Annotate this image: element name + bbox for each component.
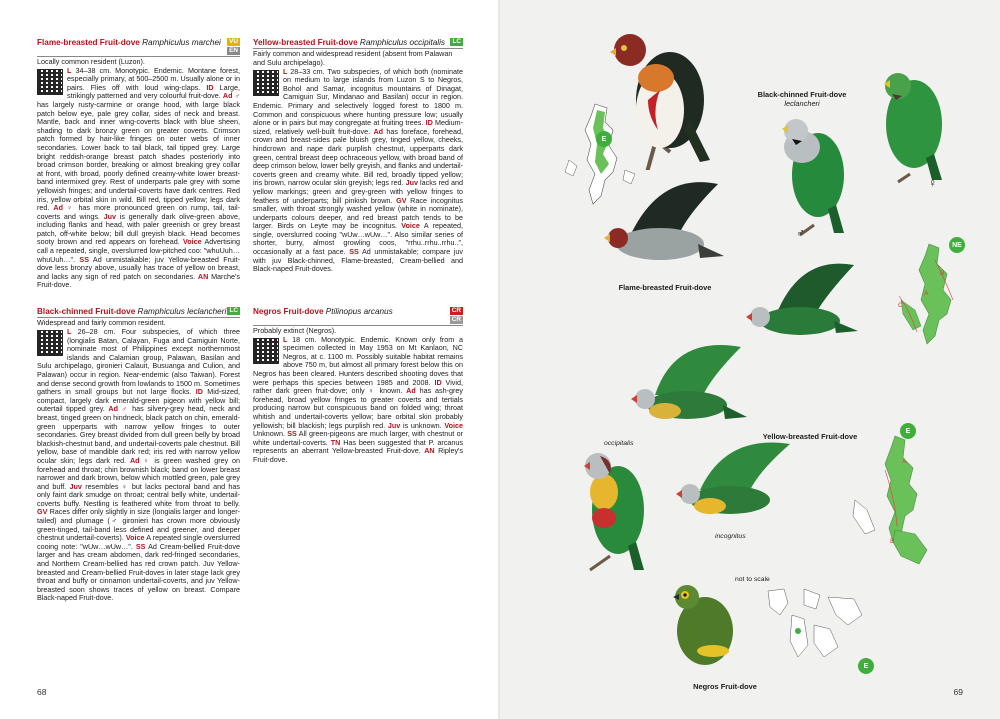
section-keyword: GV	[37, 507, 48, 517]
label-flame-breasted: Flame-breasted Fruit-dove	[618, 283, 712, 292]
description-text: Marche's Fruit-dove.	[37, 271, 240, 290]
status-e-flame: E	[596, 131, 612, 147]
label-black-chinned-name: Black-chinned Fruit-dove	[757, 90, 847, 99]
species-status: Widespread and fairly common resident.	[37, 318, 166, 328]
yellow-breasted-flight-illustration-2	[625, 335, 755, 445]
section-keyword: SS	[287, 429, 297, 439]
description-text: is unknown.	[400, 420, 445, 430]
species-title	[253, 38, 445, 47]
species-status: Probably extinct (Negros).	[253, 326, 337, 335]
section-keyword: Juv	[387, 420, 401, 430]
iucn-badge: EN	[229, 47, 238, 54]
section-keyword: Voice	[444, 420, 463, 430]
species-entry-flame	[37, 38, 240, 290]
section-keyword: L	[283, 334, 288, 344]
black-chinned-male-illustration	[770, 105, 860, 240]
section-keyword: Juv	[69, 481, 82, 491]
iucn-badge: CR	[451, 316, 461, 323]
section-keyword: L	[67, 327, 72, 336]
description-text: lacks red and yellow markings; green and grey-green with yellow fringes to feathers of underparts; bill pinkish brown.	[253, 178, 464, 205]
description-text: Advertising call a repeated, single, overslurred low-pitched coo: "whuUuh…whuUuh…".	[37, 237, 240, 264]
species-description	[37, 67, 240, 290]
species-scientific-name: Ramphiculus occipitalis	[359, 38, 446, 47]
section-keyword: L	[283, 66, 288, 76]
entry-header	[37, 38, 240, 57]
section-keyword: GV	[396, 195, 407, 205]
section-keyword: ID	[206, 82, 214, 92]
section-keyword: Voice	[182, 237, 202, 247]
section-keyword: Juv	[103, 211, 117, 221]
section-keyword: Voice	[125, 533, 145, 543]
description-text: resembles ♀ but lacks pectoral band and has only faint dark smudge on throat; central belly white, undertail-coverts buffy. Nestling is feathered white from throat to belly.	[37, 481, 241, 508]
description-text: Ad unmistakable; juv Yellow-breasted Fruit-dove less bronzy above, usually has trace of yellow on breast, and lacks any sign of red patch on secondaries.	[37, 254, 240, 281]
description-text: is generally dark olive-green above, including flanks and head, with paler greenish or grey breast patch, off-white below; bill dull greyish black. Head becomes sooty brown and red appears on forehead.	[37, 211, 241, 247]
label-black-chinned	[747, 90, 857, 108]
section-keyword: Voice	[401, 221, 420, 231]
species-scientific-name: Ramphiculus leclancheri	[137, 307, 227, 316]
label-occipitalis: occipitalis	[604, 440, 634, 447]
species-description	[253, 68, 463, 274]
species-status: Locally common resident (Luzon).	[37, 57, 145, 66]
description-text: Ad unmistakable; compare juv with juv Black-chinned, Flame-breasted, Cream-bellied and Black-naped Fruit-doves.	[253, 247, 463, 274]
species-description	[253, 336, 463, 465]
status-ne-black-chinned: NE	[949, 237, 965, 253]
section-keyword: SS	[79, 254, 90, 264]
species-title	[253, 307, 393, 316]
description-text: has foreface, forehead, crown and breast-sides pale bluish grey, tinged yellow, cheeks, hindcrown and nape dark purplish chestnut, upperparts dark green, central breast deep ochraceous yellow, with broad band of deep crimson below, lower belly greyish, and flanks and undertail-coverts green and creamy white. Bill red, broadly tipped yellow; iris brown, narrow ocular skin greyish; legs red.	[253, 126, 463, 188]
section-keyword: Ad ♂	[222, 91, 241, 101]
description-text: 28–33 cm. Two subspecies, of which both (nominate on medium to large islands from Luzon S to Negros, Bohol and Samar, incognitus mountains of Dinagat, Camiguin Sur, Mindanao and Basilan) occur in region. Endemic. Primary and selectively logged forest to 1800 m. Common and conspicuous where hunting pressure low; usually alone or in pairs but may congregate at fruiting trees.	[253, 66, 463, 128]
status-badges	[450, 38, 463, 46]
species-common-name: Yellow-breasted Fruit-dove	[253, 38, 360, 47]
species-title	[37, 307, 226, 316]
status-e-yellow-breasted: E	[900, 423, 916, 439]
species-entry-yellow-breasted	[253, 38, 463, 274]
iucn-badge: VU	[229, 38, 238, 45]
section-keyword: L	[67, 65, 72, 75]
iucn-badge: LC	[452, 38, 461, 45]
negros-fruit-dove-illustration	[665, 575, 745, 675]
species-common-name: Negros Fruit-dove	[253, 307, 326, 316]
yellow-breasted-flight-illustration-1	[740, 255, 860, 355]
description-text: is green washed grey on forehead and throat; chin brownish black; band on lower breast narrower and dark brown, below which mottled green, pale grey and buff.	[37, 455, 240, 491]
description-text: Vivid, rather dark green fruit-dove; only ♀ known.	[253, 377, 463, 396]
label-black-chinned-sci: leclancheri	[784, 99, 820, 108]
female-symbol-black-chinned: ♀	[928, 176, 937, 190]
map-letter-b-yb: B	[890, 538, 895, 545]
page-number-right: 69	[953, 687, 963, 697]
description-text: Ad Cream-bellied Fruit-dove larger and has cream abdomen, dark red-fringed secondaries, and Northern Cream-bellied has red crown patch. Juv Yellow-breasted and Cream-bellied Fruit-doves in later stage lack grey throat and buffy or cinnamon undertail-coverts, and juv Yellow-breasted soon shows traces of yellow on breast. Compare Black-naped Fruit-dove.	[37, 541, 241, 603]
description-text: 34–38 cm. Monotypic. Endemic. Montane forest, especially primary, at 500–2500 m. Usually alone or in pairs. Flies off with loud wing-claps.	[67, 65, 240, 92]
section-keyword: Ad	[406, 386, 416, 396]
description-text: has silvery-grey head, neck and breast, tinged green on hindneck, black patch on chin, emerald-green upperparts with narrow yellow fringes to outer secondaries. Grey breast divided from dull green belly by broad blackish-chestnut band, and undertail-coverts pale chestnut. Bill yellow, base of mandible dark red; iris red with narrow yellow ocular skin; legs dark red.	[37, 404, 240, 465]
section-keyword: Ad	[373, 126, 384, 136]
label-incognitus: incognitus	[715, 533, 746, 540]
section-keyword: ID	[195, 387, 203, 397]
label-yellow-breasted: Yellow-breasted Fruit-dove	[762, 432, 858, 441]
section-keyword: Ad ♀	[53, 203, 75, 213]
entry-header	[253, 38, 463, 49]
status-e-negros: E	[858, 658, 874, 674]
description-text: Ripley's Fruit-dove.	[253, 446, 464, 464]
description-text: has more pronounced green on rump, tail, tail-coverts and wings.	[37, 203, 241, 221]
description-text: Unknown.	[253, 429, 288, 439]
section-keyword: TN	[330, 437, 341, 447]
flame-breasted-flight-illustration	[600, 172, 730, 282]
description-text: Races differ only slightly in size (longialis larger and longer-tailed) and plumage (♂ gironieri has crown more obviously green-tinged, tail-band less defined and greener, and deeper chestnut undertail-coverts).	[37, 507, 240, 543]
description-text: Large, strikingly patterned and very colourful fruit-dove.	[67, 82, 240, 101]
species-scientific-name: Ptilinopus arcanus	[325, 307, 393, 316]
male-symbol-black-chinned: ♂	[796, 226, 805, 240]
page-right-plate	[500, 0, 1000, 719]
yellow-breasted-flight-illustration-3	[670, 430, 800, 540]
description-text: A repeated single overslurred cooing note: "wUw…wUw…".	[37, 533, 240, 551]
map-letter-c: C	[898, 302, 903, 309]
status-badges	[227, 307, 240, 315]
iucn-badge: LC	[229, 307, 238, 314]
entry-header	[37, 307, 240, 318]
description-text: A repeated, single, overslurred cooing "wUw…wUw…". Also similar series of shorter, burry, almost growling coos, "rrhu..rrhu..rrhu..", occasionally at a fast pace.	[253, 221, 463, 257]
black-chinned-female-illustration	[868, 58, 958, 188]
species-scientific-name: Ramphiculus marchei	[142, 38, 221, 47]
species-common-name: Black-chinned Fruit-dove	[37, 307, 138, 316]
description-text: has ash-grey forehead, broad yellow fringes to greater coverts and tertials producing narrow but conspicuous band on folded wing; throat whitish and undertail-coverts yellow; bare orbital skin probably yellowish; bill blackish; legs purplish red.	[253, 386, 463, 430]
map-letter-a-yb: A	[902, 458, 907, 465]
description-text: Medium-sized, relatively well-built fruit-dove.	[253, 118, 463, 136]
range-map-black-chinned	[895, 240, 975, 350]
description-text: 18 cm. Monotypic. Endemic. Known only from a specimen collected in May 1953 on Mt Kanlaon, NC Negros, at c. 1100 m. Possibly suitable habitat remains above 750 m, but almost all primary forest below this on Negros has been cleared. Hunters described shooting doves that were perhaps this species between 1985 and 2008.	[253, 334, 463, 387]
status-badges	[450, 307, 463, 324]
description-text: All green-pigeons are much larger, with chestnut or white undertail-coverts.	[253, 429, 463, 447]
section-keyword: ID	[425, 118, 433, 128]
iucn-badge: CR	[451, 307, 461, 314]
section-keyword: SS	[135, 541, 146, 551]
qr-code-icon[interactable]	[37, 330, 63, 356]
description-text: has largely rusty-carmine or orange hood, with large black patch below eye, pale grey collar, sides of neck and breast. Mantle, back and inner wing-coverts black with blue sheen, shading to dark bronzy green on greater coverts. Crimson patch formed by hair-like fringes on outer webs of inner secondaries. Lower back to tail black, tail tipped grey. Large bright reddish-orange breast patch shades posteriorly into broad crimson border, breaking or almost breaking grey collar at front, with broad, poorly defined creamy-white lower breast-band intermixed grey. Rest of underparts pale grey with some yellowish fringes; and undertail-coverts have dark centres. Red iris, yellow orbital skin in wild. Bill red, tipped yellow; legs dark red.	[37, 99, 240, 213]
species-entry-black-chinned	[37, 307, 240, 603]
label-not-to-scale: not to scale	[735, 576, 770, 583]
species-entry-negros	[253, 307, 463, 465]
map-letter-b: B	[940, 270, 945, 277]
status-badges	[227, 38, 240, 55]
label-negros: Negros Fruit-dove	[693, 682, 757, 691]
qr-code-icon[interactable]	[253, 338, 279, 364]
description-text: 26–28 cm. Four subspecies, of which three (longialis Batan, Calayan, Fuga and Camiguin Norte, nominate most of Philippines except northernmost islands and Calamian group, Palawan, Basilan and Sulu archipelago, gironieri Calauit, Busuanga and Culion, and Palawan) occur in region. Near-endemic (also Taiwan). Forest and dense second growth from lowlands to 1500 m. Sometimes gathers in small groups but not large flocks.	[37, 327, 240, 397]
qr-code-icon[interactable]	[37, 69, 63, 95]
section-keyword: AN	[424, 446, 435, 456]
section-keyword: Ad ♂	[108, 404, 129, 414]
description-text: Mid-sized, compact, largely dark emerald-green pigeon with yellow bill; outertail tipped grey.	[37, 387, 240, 414]
range-map-negros	[758, 585, 868, 670]
section-keyword: Juv	[405, 178, 418, 188]
species-common-name: Flame-breasted Fruit-dove	[37, 38, 143, 47]
species-description	[37, 328, 240, 603]
entry-header	[253, 307, 463, 326]
map-letter-a: A	[924, 290, 929, 297]
section-keyword: SS	[349, 247, 359, 257]
species-title	[37, 38, 221, 47]
qr-code-icon[interactable]	[253, 70, 279, 96]
range-map-yellow-breasted	[835, 430, 945, 570]
species-status: Fairly common and widespread resident (absent from Palawan and Sulu archipelago).	[253, 49, 453, 67]
description-text: Has been suggested that P. arcanus represents an aberrant Yellow-breasted Fruit-dove.	[253, 437, 464, 456]
section-keyword: Ad ♀	[129, 455, 151, 465]
yellow-breasted-occipitalis-illustration	[570, 440, 660, 575]
section-keyword: AN	[197, 271, 209, 281]
page-number-left: 68	[37, 687, 47, 697]
description-text: Race incognitus smaller, with throat strongly washed yellow (white in nominate), underparts colours deeper, and red breast patch tends to be larger. Birds on Leyte may be incognitus.	[253, 195, 463, 231]
flame-breasted-male-illustration	[600, 30, 730, 170]
section-keyword: ID	[434, 377, 442, 387]
